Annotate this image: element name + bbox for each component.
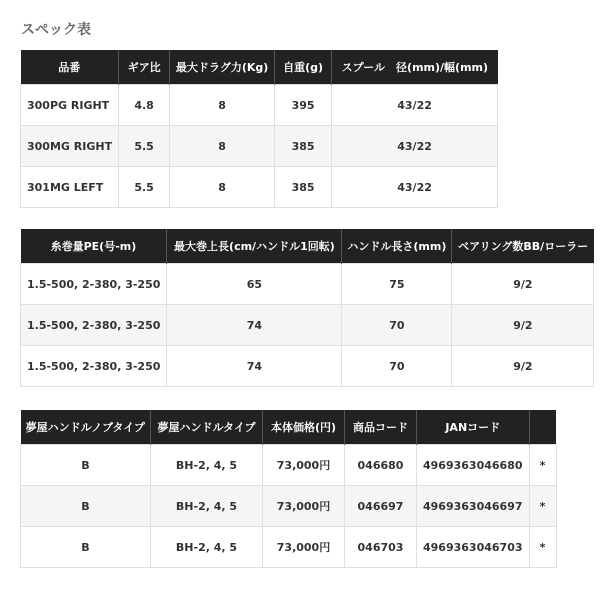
table-cell: 73,000円 [263,445,345,486]
table-row [21,527,557,568]
table-cell: 8 [170,85,275,126]
table-cell: 1.5-500, 2-380, 3-250 [21,346,167,387]
spec-table-2 [20,229,594,387]
header-cell: ベアリング数BB/ローラー [452,229,594,264]
header-cell: 最大巻上長(cm/ハンドル1回転) [167,229,342,264]
table-header-row [21,229,594,264]
table-cell: 70 [342,346,452,387]
table-cell: * [529,445,556,486]
table-cell: 8 [170,126,275,167]
spec-table-1 [20,50,498,208]
header-cell: 商品コード [345,410,417,445]
table-header-row [21,50,498,85]
table-cell: 73,000円 [263,486,345,527]
table-cell: 43/22 [332,167,498,208]
header-cell: 品番 [21,50,119,85]
header-cell: 最大ドラグ力(Kg) [170,50,275,85]
table-cell: 5.5 [119,167,170,208]
table-cell: 43/22 [332,85,498,126]
page-title: スペック表 [21,22,91,38]
table-row [21,305,594,346]
header-cell: 糸巻量PE(号-m) [21,229,167,264]
table-cell: 65 [167,264,342,305]
table-row [21,445,557,486]
header-cell: 夢屋ハンドルタイプ [151,410,263,445]
spec-table-3 [20,410,557,568]
header-cell: JANコード [417,410,530,445]
table-cell: 4.8 [119,85,170,126]
table-cell: 43/22 [332,126,498,167]
header-cell: 本体価格(円) [263,410,345,445]
table-cell: 385 [275,126,332,167]
table-cell: 385 [275,167,332,208]
table-cell: 9/2 [452,346,594,387]
table-cell: 046703 [345,527,417,568]
table-cell: 73,000円 [263,527,345,568]
table-cell: 300PG RIGHT [21,85,119,126]
table-cell: BH-2, 4, 5 [151,527,263,568]
header-cell: スプール 径(mm)/幅(mm) [332,50,498,85]
table-cell: * [529,486,556,527]
table-cell: 1.5-500, 2-380, 3-250 [21,264,167,305]
table-cell: 74 [167,346,342,387]
table-row [21,167,498,208]
table-cell: 301MG LEFT [21,167,119,208]
table-cell: 70 [342,305,452,346]
table-cell: 74 [167,305,342,346]
table-row [21,346,594,387]
table-cell: 1.5-500, 2-380, 3-250 [21,305,167,346]
header-cell [529,410,556,445]
table-header-row [21,410,557,445]
table-cell: 5.5 [119,126,170,167]
table-row [21,126,498,167]
header-cell: 自重(g) [275,50,332,85]
table-cell: BH-2, 4, 5 [151,486,263,527]
header-cell: ハンドル長さ(mm) [342,229,452,264]
table-cell: 4969363046680 [417,445,530,486]
table-cell: B [21,486,151,527]
table-cell: 9/2 [452,305,594,346]
table-cell: 300MG RIGHT [21,126,119,167]
header-cell: ギア比 [119,50,170,85]
table-row [21,85,498,126]
header-cell: 夢屋ハンドルノブタイプ [21,410,151,445]
table-cell: 8 [170,167,275,208]
table-cell: 046680 [345,445,417,486]
table-cell: 75 [342,264,452,305]
table-cell: 395 [275,85,332,126]
table-cell: 4969363046703 [417,527,530,568]
table-cell: B [21,445,151,486]
table-row [21,486,557,527]
table-cell: B [21,527,151,568]
table-cell: 046697 [345,486,417,527]
table-row [21,264,594,305]
table-cell: 4969363046697 [417,486,530,527]
table-cell: 9/2 [452,264,594,305]
table-cell: BH-2, 4, 5 [151,445,263,486]
table-cell: * [529,527,556,568]
